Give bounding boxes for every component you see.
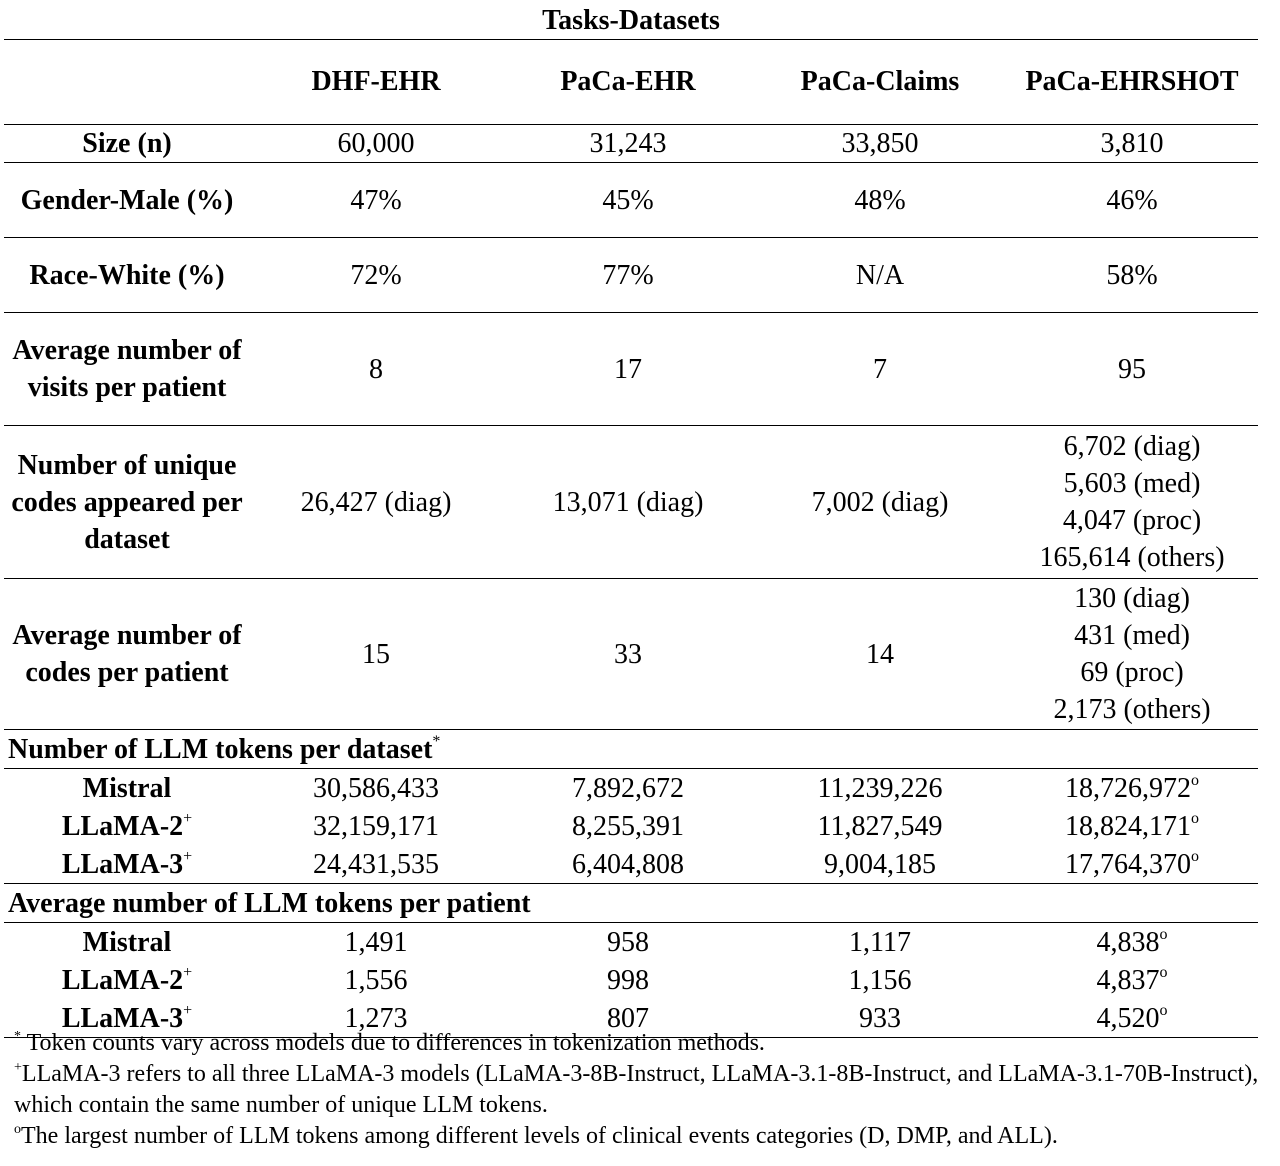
row-label: Average number of visits per patient [4, 313, 250, 426]
column-header: DHF-EHR [250, 40, 502, 125]
column-header: PaCa-Claims [754, 40, 1006, 125]
cell-value: 30,586,433 [313, 772, 439, 804]
table-cell: 8 [250, 313, 502, 426]
table-row [4, 807, 1258, 845]
table-cell: 48% [754, 163, 1006, 238]
footnote-marker: o [14, 1122, 21, 1137]
table-row [4, 163, 1258, 238]
table-cell [1006, 961, 1258, 999]
footnote-marker: + [183, 1001, 193, 1019]
model-name: Mistral [82, 772, 172, 804]
table-row [4, 238, 1258, 313]
model-label [4, 923, 250, 962]
cell-value: 933 [859, 1002, 901, 1034]
footnote-text: LLaMA-3 refers to all three LLaMA-3 models (LLaMA-3-8B-Instruct, LLaMA-3.1-8B-Instruct, and LLaMA-3.1-70B-Instruct), which contain the same number of unique LLM tokens. [14, 1061, 1259, 1118]
table-cell [502, 961, 754, 999]
table-cell [502, 769, 754, 808]
header-empty [4, 40, 250, 125]
section-header-row [4, 884, 1258, 923]
table-row [4, 845, 1258, 884]
table-cell: 15 [250, 579, 502, 730]
table-cell-multi [1006, 426, 1258, 579]
table-cell: 72% [250, 238, 502, 313]
model-name: LLaMA-2 [61, 810, 184, 842]
cell-value: 4,838 [1096, 926, 1160, 958]
cell-value: 18,726,972 [1065, 772, 1192, 804]
table-cell: 33,850 [754, 125, 1006, 163]
model-name: LLaMA-2 [61, 964, 184, 996]
model-label [4, 769, 250, 808]
table-cell [250, 807, 502, 845]
cell-line: 4,047 (proc) [1062, 505, 1202, 536]
footnote-marker: o [1191, 809, 1200, 827]
table-cell: 47% [250, 163, 502, 238]
cell-value: 1,156 [848, 964, 912, 996]
table-cell [754, 807, 1006, 845]
table-cell: 95 [1006, 313, 1258, 426]
table-cell [250, 769, 502, 808]
model-name: LLaMA-3 [61, 848, 184, 880]
table-cell [1006, 845, 1258, 884]
cell-value: 1,556 [344, 964, 408, 996]
footnote-marker: + [183, 963, 193, 981]
cell-value: 1,117 [849, 926, 911, 958]
title-row [4, 2, 1258, 40]
cell-value: 1,273 [344, 1002, 408, 1034]
table-cell [754, 769, 1006, 808]
table-cell: N/A [754, 238, 1006, 313]
column-header: PaCa-EHR [502, 40, 754, 125]
table-row [4, 769, 1258, 808]
table-cell: 14 [754, 579, 1006, 730]
table-footnotes [14, 1028, 1264, 1152]
section-label-text: Average number of LLM tokens per patient [8, 887, 531, 919]
cell-value: 18,824,171 [1065, 810, 1192, 842]
cell-value: 9,004,185 [824, 848, 936, 880]
table-cell: 26,427 (diag) [250, 426, 502, 579]
cell-value: 4,837 [1096, 964, 1160, 996]
model-label [4, 807, 250, 845]
footnote-text: Token counts vary across models due to differences in tokenization methods. [21, 1030, 765, 1056]
table-cell: 77% [502, 238, 754, 313]
footnote-text: The largest number of LLM tokens among different levels of clinical events categories (D, DMP, and ALL). [21, 1123, 1058, 1149]
footnote-marker: o [1191, 771, 1200, 789]
table-cell-multi [1006, 579, 1258, 730]
table-cell: 7 [754, 313, 1006, 426]
cell-line: 2,173 (others) [1053, 694, 1211, 725]
cell-value: 998 [607, 964, 649, 996]
table-row [4, 579, 1258, 730]
table-title: Tasks-Datasets [4, 2, 1258, 40]
table-cell: 17 [502, 313, 754, 426]
cell-value: 7,892,672 [572, 772, 684, 804]
table-cell [502, 923, 754, 962]
table-cell [1006, 807, 1258, 845]
table-cell: 45% [502, 163, 754, 238]
table-cell: 7,002 (diag) [754, 426, 1006, 579]
column-header: PaCa-EHRSHOT [1006, 40, 1258, 125]
table-row [4, 961, 1258, 999]
row-label: Size (n) [4, 125, 250, 163]
cell-line: 69 (proc) [1080, 657, 1184, 688]
cell-line: 431 (med) [1074, 620, 1190, 651]
table-cell: 33 [502, 579, 754, 730]
section-label-text: Number of LLM tokens per dataset [8, 733, 433, 765]
footnote [14, 1121, 1264, 1152]
model-label [4, 845, 250, 884]
column-header-row [4, 40, 1258, 125]
cell-value: 958 [607, 926, 649, 958]
footnote-marker: o [1159, 963, 1168, 981]
table-cell: 58% [1006, 238, 1258, 313]
table-cell [1006, 923, 1258, 962]
cell-value: 32,159,171 [313, 810, 439, 842]
table-cell: 31,243 [502, 125, 754, 163]
row-label: Gender-Male (%) [4, 163, 250, 238]
footnote-marker: o [1191, 847, 1200, 865]
footnote-marker: o [1159, 1001, 1168, 1019]
table-cell: 13,071 (diag) [502, 426, 754, 579]
table-cell: 3,810 [1006, 125, 1258, 163]
cell-value: 4,520 [1096, 1002, 1160, 1034]
table-cell [250, 845, 502, 884]
section-label [4, 884, 1258, 923]
table-cell [250, 961, 502, 999]
table-cell [754, 923, 1006, 962]
cell-value: 6,404,808 [572, 848, 684, 880]
cell-line: 6,702 (diag) [1063, 431, 1201, 462]
table-cell [250, 923, 502, 962]
cell-line: 165,614 (others) [1039, 542, 1225, 573]
cell-line: 130 (diag) [1074, 583, 1190, 614]
cell-value: 8,255,391 [572, 810, 684, 842]
footnote-marker: * [432, 732, 441, 750]
cell-value: 11,827,549 [817, 810, 943, 842]
model-name: LLaMA-3 [61, 1002, 184, 1034]
cell-value: 24,431,535 [313, 848, 439, 880]
section-header-row [4, 730, 1258, 769]
cell-value: 17,764,370 [1065, 848, 1192, 880]
footnote [14, 1059, 1264, 1121]
footnote-marker: o [1159, 925, 1168, 943]
table-cell: 60,000 [250, 125, 502, 163]
table-row [4, 923, 1258, 962]
section-label [4, 730, 1258, 769]
cell-line: 5,603 (med) [1063, 468, 1201, 499]
table-cell [1006, 769, 1258, 808]
table-row [4, 125, 1258, 163]
footnote-marker: + [183, 809, 193, 827]
model-name: Mistral [82, 926, 172, 958]
table-row [4, 426, 1258, 579]
footnote [14, 1028, 1264, 1059]
dataset-statistics-table [4, 2, 1258, 1038]
table-cell [754, 961, 1006, 999]
model-label [4, 961, 250, 999]
footnote-marker: + [14, 1060, 22, 1075]
cell-value: 11,239,226 [817, 772, 943, 804]
table-cell [754, 845, 1006, 884]
row-label: Average number of codes per patient [4, 579, 250, 730]
row-label: Number of unique codes appeared per dataset [4, 426, 250, 579]
footnote-marker: + [183, 847, 193, 865]
table-row [4, 313, 1258, 426]
row-label: Race-White (%) [4, 238, 250, 313]
cell-value: 1,491 [344, 926, 408, 958]
footnote-marker: * [14, 1029, 21, 1044]
table-cell: 46% [1006, 163, 1258, 238]
table-cell [502, 845, 754, 884]
cell-value: 807 [607, 1002, 649, 1034]
table-cell [502, 807, 754, 845]
